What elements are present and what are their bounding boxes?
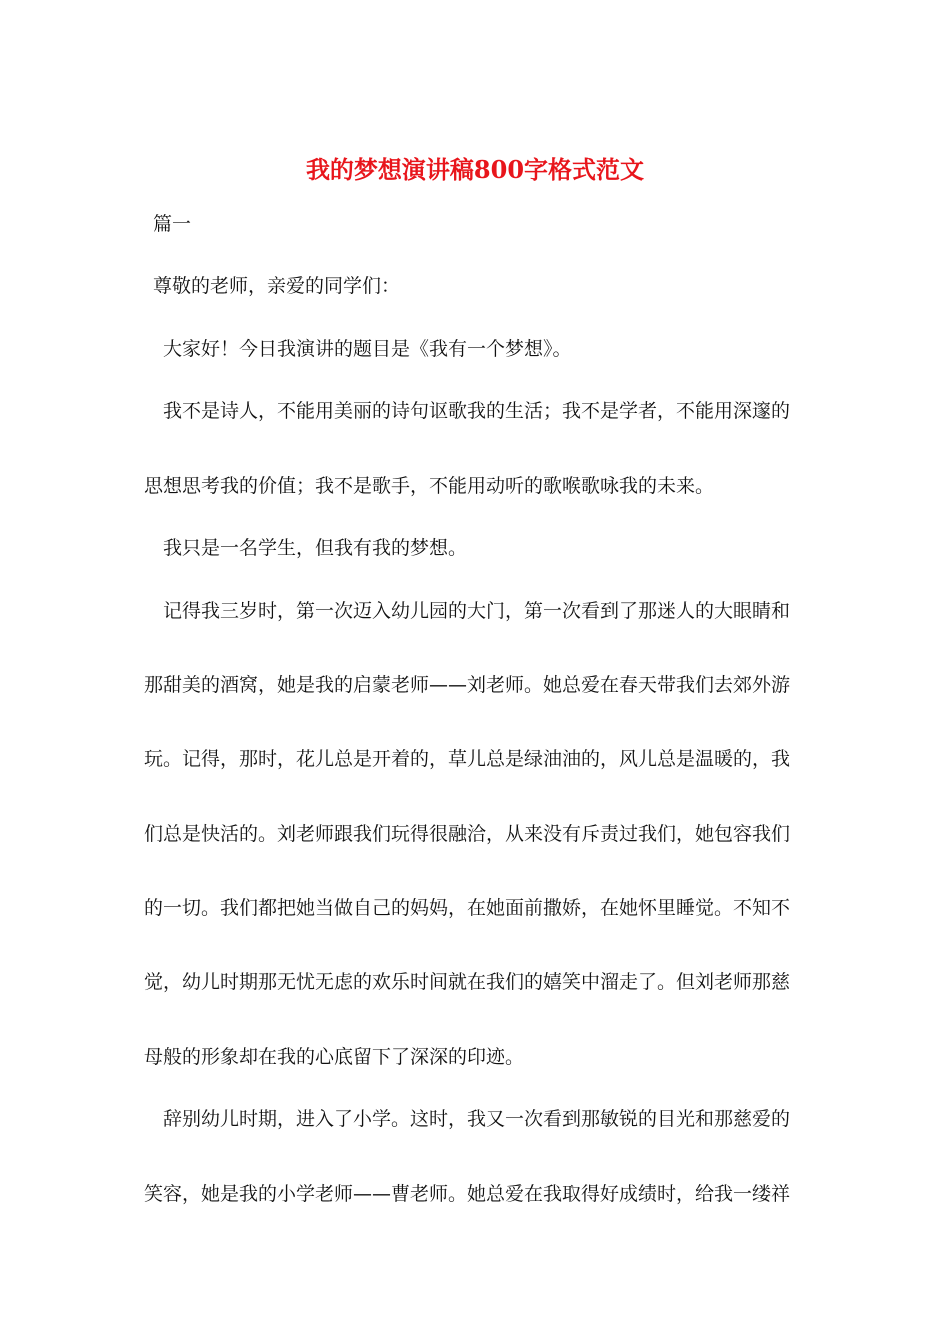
salutation-line: 尊敬的老师，亲爱的同学们：: [153, 275, 401, 297]
document-title: 我的梦想演讲稿800字格式范文: [305, 155, 645, 184]
paragraph-line: 记得我三岁时，第一次迈入幼儿园的大门，第一次看到了那迷人的大眼睛和: [163, 600, 791, 622]
paragraph-line: 我不是诗人，不能用美丽的诗句讴歌我的生活；我不是学者，不能用深邃的: [163, 400, 791, 422]
paragraph-line: 思想思考我的价值；我不是歌手，不能用动听的歌喉歌咏我的未来。: [144, 475, 715, 497]
section-heading: 篇一: [153, 213, 192, 235]
paragraph-line: 我只是一名学生，但我有我的梦想。: [163, 537, 468, 559]
paragraph-line: 笑容，她是我的小学老师——曹老师。她总爱在我取得好成绩时，给我一缕祥: [144, 1183, 791, 1205]
paragraph-line: 们总是快活的。刘老师跟我们玩得很融洽，从来没有斥责过我们，她包容我们: [144, 823, 791, 845]
paragraph-line: 觉，幼儿时期那无忧无虑的欢乐时间就在我们的嬉笑中溜走了。但刘老师那慈: [144, 971, 791, 993]
paragraph-line: 那甜美的酒窝，她是我的启蒙老师——刘老师。她总爱在春天带我们去郊外游: [144, 674, 791, 696]
paragraph-line: 母般的形象却在我的心底留下了深深的印迹。: [144, 1046, 525, 1068]
paragraph-line: 辞别幼儿时期，进入了小学。这时，我又一次看到那敏锐的目光和那慈爱的: [163, 1108, 791, 1130]
paragraph-line: 玩。记得，那时，花儿总是开着的，草儿总是绿油油的，风儿总是温暖的，我: [144, 748, 791, 770]
paragraph-line: 大家好！今日我演讲的题目是《我有一个梦想》。: [163, 338, 572, 360]
paragraph-line: 的一切。我们都把她当做自己的妈妈，在她面前撒娇，在她怀里睡觉。不知不: [144, 897, 791, 919]
